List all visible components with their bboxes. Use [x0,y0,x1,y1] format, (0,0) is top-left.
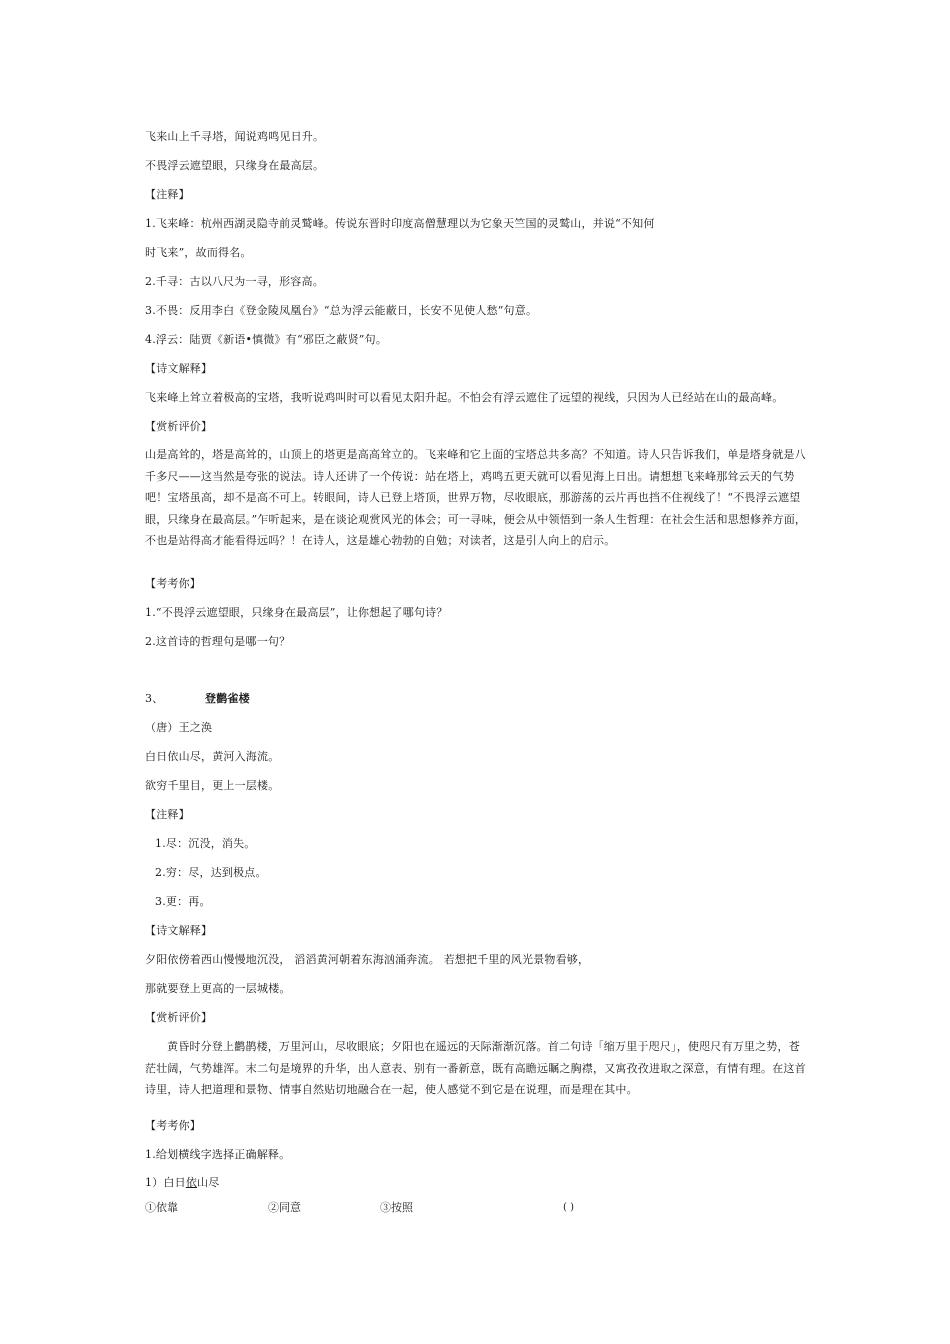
poem1-quiz-heading: 【考考你】 [145,577,201,590]
poem2-line2: 欲穷千里目，更上一层楼。 [145,779,280,792]
poem1-line1: 飞来山上千寻塔，闻说鸡鸣见日升。 [145,130,325,143]
poem2-quiz-heading: 【考考你】 [145,1119,201,1132]
poem1-explain: 飞来峰上耸立着极高的宝塔，我听说鸡叫时可以看见太阳升起。不怕会有浮云遮住了远望的视线，只因为人已经站在山的最高峰。 [145,391,784,404]
answer-blank: ( ) [563,1202,574,1213]
option-3: ③按照 [380,1201,413,1214]
poem1-line2: 不畏浮云遮望眼，只缘身在最高层。 [145,159,325,172]
poem2-author: （唐）王之涣 [145,721,213,734]
poem2-question-1: 1.给划横线字选择正确解释。 [145,1148,291,1161]
poem1-notes-heading: 【注释】 [145,188,190,201]
poem2-title: 登鹳雀楼 [205,692,250,705]
poem1-note2: 2.千寻：古以八尺为一寻，形容高。 [145,275,324,288]
poem1-explain-heading: 【诗文解释】 [145,362,213,375]
question-item-suffix: 山尽 [197,1176,220,1189]
poem2-explain-heading: 【诗文解释】 [145,924,213,937]
poem2-appreciation-heading: 【赏析评价】 [145,1011,213,1024]
poem2-explain-line2: 那就要登上更高的一层城楼。 [145,982,291,995]
poem2-note2: 2.穷：尽，达到极点。 [155,866,267,879]
poem2-note3: 3.更：再。 [155,895,211,908]
poem1-note3: 3.不畏：反用李白《登金陵凤凰台》“总为浮云能蔽日，长安不见使人愁”句意。 [145,304,538,317]
poem2-explain-line1: 夕阳依傍着西山慢慢地沉没， 滔滔黄河朝着东海汹涌奔流。 若想把千里的风光景物看够， [145,953,590,966]
question-item-prefix: 1）白日 [145,1176,186,1189]
option-1: ①依靠 [145,1201,178,1214]
underlined-character: 依 [185,1176,198,1189]
poem1-question-1: 1.“不畏浮云遮望眼，只缘身在最高层”，让你想起了哪句诗？ [145,606,448,619]
poem2-notes-heading: 【注释】 [145,808,190,821]
poem2-line1: 白日依山尽，黄河入海流。 [145,750,280,763]
poem1-note1b: 时飞来”，故而得名。 [145,246,252,259]
poem1-appreciation: 山是高耸的，塔是高耸的，山顶上的塔更是高高耸立的。飞来峰和它上面的宝塔总共多高？不知道。诗人只告诉我们，单是塔身就是八千多尺——这当然是夸张的说法。诗人还讲了一个传说：站在塔上，鸡鸣五更天就可以看见海上日出。请想想飞来峰那耸云天的气势吧！宝塔虽高，却不是高不可上。转眼间，诗人已登上塔顶，世界万物，尽收眼底，那游荡的云片再也挡不住视线了！“不畏浮云遮望眼，只缘身在最高层。”乍听起来，是在谈论观赏风光的体会；可一寻味，便会从中领悟到一条人生哲理：在社会生活和思想修养方面，不也是站得高才能看得远吗？！在诗人，这是雄心勃勃的自勉；对读者，这是引人向上的启示。 [145,448,807,547]
poem2-appreciation: 黄昏时分登上鹳鹊楼，万里河山，尽收眼底；夕阳也在遥远的天际渐渐沉落。首二句诗「缩万里于咫尺」，使咫尺有万里之势，苍茫壮阔，气势雄浑。末二句是境界的升华，出人意表、别有一番新意，既有高瞻远瞩之胸襟，又寓孜孜进取之深意，有情有理。在这首诗里，诗人把道理和景物、情事自然贴切地融合在一起，使人感觉不到它是在说理，而是理在其中。 [145,1040,806,1096]
poem2-question-1-item [145,1176,219,1190]
poem1-note4: 4.浮云：陆贾《新语•慎微》有“邪臣之蔽贤”句。 [145,333,388,346]
option-2: ②同意 [268,1201,301,1214]
poem2-number: 3、 [145,692,164,705]
poem1-note1a: 1.飞来峰：杭州西湖灵隐寺前灵鹫峰。传说东晋时印度高僧慧理以为它象天竺国的灵鹫山，并说“不知何 [145,217,655,230]
poem1-question-2: 2.这首诗的哲理句是哪一句？ [145,635,291,648]
poem1-appreciation-heading: 【赏析评价】 [145,420,213,433]
poem2-note1: 1.尽：沉没，消失。 [155,837,256,850]
